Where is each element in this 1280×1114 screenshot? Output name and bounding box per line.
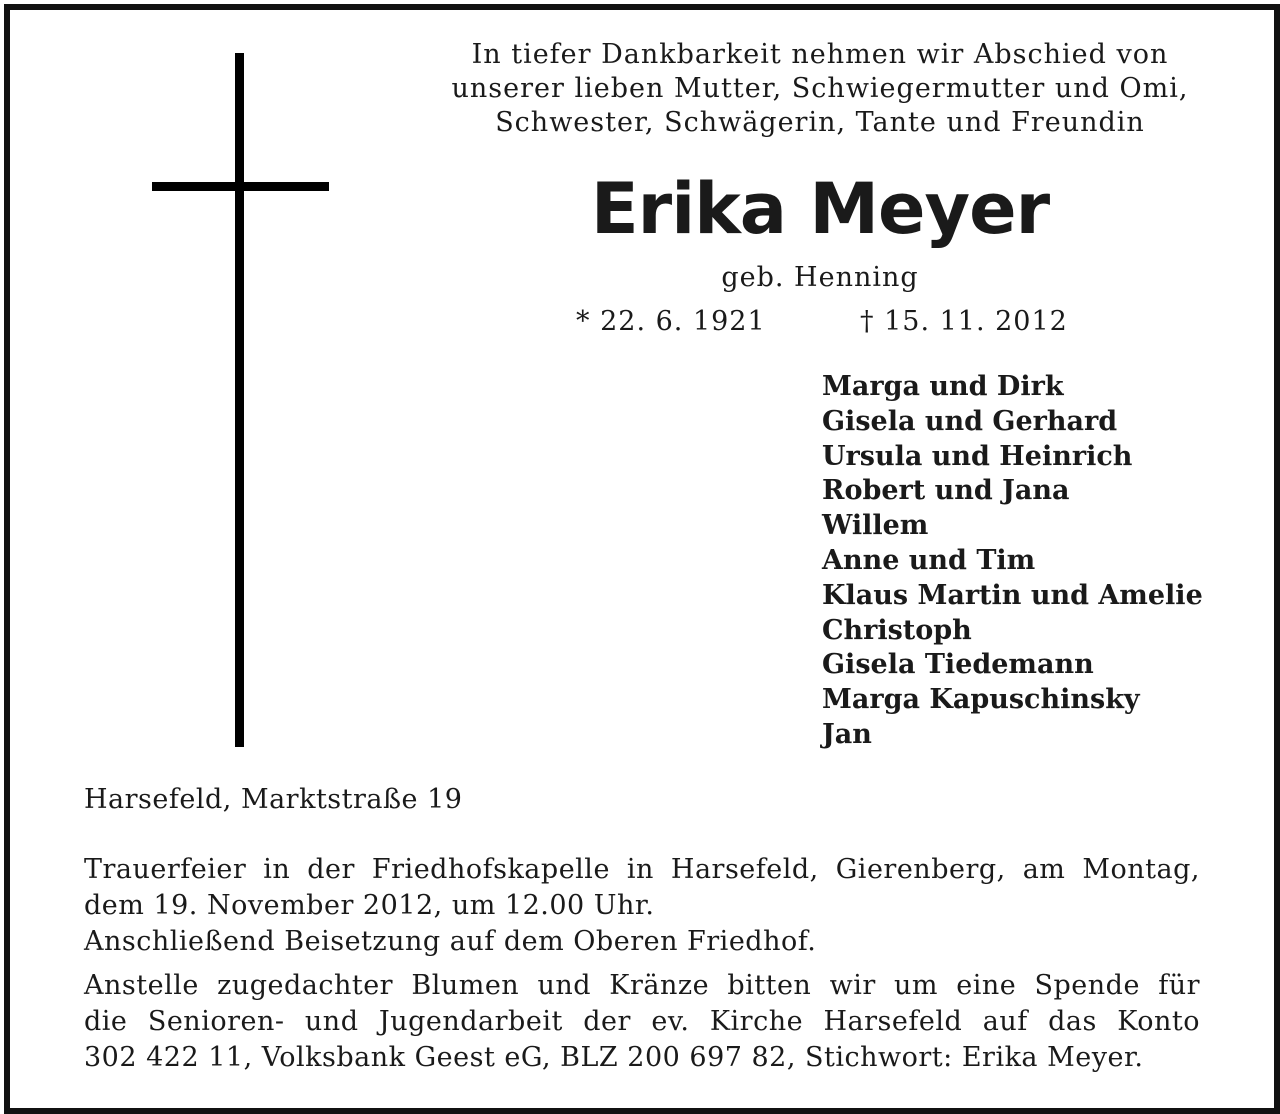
- donation-line: 302 422 11, Volksbank Geest eG, BLZ 200 697 82, Stichwort: Erika Meyer.: [84, 1042, 1144, 1073]
- deceased-name: Erika Meyer: [590, 168, 1050, 250]
- mourner-item: Klaus Martin und Amelie: [822, 579, 1203, 611]
- mourner-item: Anne und Tim: [822, 544, 1036, 576]
- intro-line: Schwester, Schwägerin, Tante und Freundin: [495, 107, 1145, 138]
- mourner-item: Ursula und Heinrich: [822, 440, 1133, 472]
- maiden-name: geb. Henning: [721, 262, 919, 293]
- mourner-item: Jan: [822, 718, 872, 750]
- funeral-info: [84, 852, 1200, 960]
- funeral-line: Anschließend Beisetzung auf dem Oberen Friedhof.: [84, 926, 817, 957]
- address: Harsefeld, Marktstraße 19: [84, 784, 463, 815]
- donation-info: [84, 968, 1200, 1076]
- mourner-item: Marga Kapuschinsky: [822, 684, 1140, 716]
- intro-line: In tiefer Dankbarkeit nehmen wir Abschied von: [471, 39, 1169, 70]
- cross-horizontal-bar: [152, 182, 329, 191]
- mourners-list: [822, 370, 1203, 753]
- mourner-item: Marga und Dirk: [822, 371, 1064, 402]
- mourner-item: Robert und Jana: [822, 475, 1070, 507]
- death-date: † 15. 11. 2012: [860, 306, 1068, 337]
- mourner-item: Gisela und Gerhard: [822, 405, 1118, 437]
- birth-date: * 22. 6. 1921: [576, 306, 766, 337]
- mourner-item: Christoph: [822, 614, 972, 646]
- donation-line: die Senioren- und Jugendarbeit der ev. Kirche Harsefeld auf das Konto: [84, 1006, 1200, 1037]
- donation-line: Anstelle zugedachter Blumen und Kränze bitten wir um eine Spende für: [84, 970, 1200, 1001]
- intro-line: unserer lieben Mutter, Schwiegermutter und Omi,: [451, 73, 1189, 104]
- mourner-item: Willem: [822, 510, 929, 542]
- funeral-line: dem 19. November 2012, um 12.00 Uhr.: [84, 890, 655, 921]
- intro-text: [430, 38, 1210, 140]
- funeral-line: Trauerfeier in der Friedhofskapelle in Harsefeld, Gierenberg, am Montag,: [84, 854, 1200, 885]
- cross-vertical-bar: [235, 53, 244, 747]
- mourner-item: Gisela Tiedemann: [822, 649, 1094, 681]
